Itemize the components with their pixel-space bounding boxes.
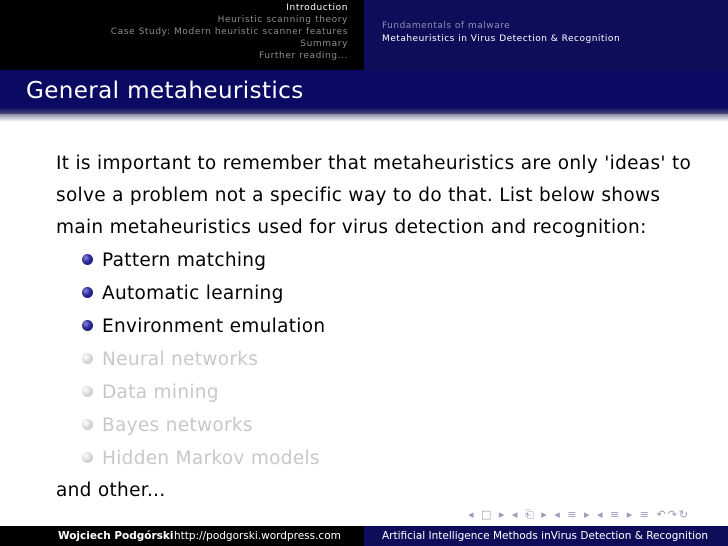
bullet-icon	[82, 320, 93, 331]
section-link-further-reading[interactable]: Further reading...	[259, 51, 348, 61]
beamer-navigation-symbols[interactable]: ◂ □ ▸ ◂ ⎗ ▸ ◂ ≡ ▸ ◂ ≡ ▸ ≡ ↶↷↻	[468, 508, 691, 521]
list-item-hidden-markov-models	[82, 442, 691, 475]
section-link-summary[interactable]: Summary	[300, 39, 348, 49]
bullet-icon	[82, 353, 93, 364]
footer-author: Wojciech Podgórski	[58, 530, 174, 542]
list-item-label: Data mining	[102, 382, 219, 403]
intro-line: solve a problem not a specific way to do that. List below shows	[56, 185, 661, 206]
intro-line: main metaheuristics used for virus detection and recognition:	[56, 217, 647, 238]
list-item-label: Automatic learning	[102, 283, 284, 304]
metaheuristics-list	[82, 244, 691, 475]
intro-line: It is important to remember that metaheuristics are only 'ideas' to	[56, 153, 692, 174]
title-shadow	[0, 114, 728, 122]
list-item-neural-networks	[82, 343, 691, 376]
list-item-bayes-networks	[82, 409, 691, 442]
subsection-navigation	[364, 0, 728, 70]
bullet-icon	[82, 287, 93, 298]
section-link-introduction[interactable]: Introduction	[286, 3, 348, 13]
closing-line: and other...	[56, 480, 166, 501]
list-item-pattern-matching	[82, 244, 691, 277]
headline-bar	[0, 0, 728, 70]
subsection-link-metaheuristics[interactable]: Metaheuristics in Virus Detection & Recognition	[382, 34, 621, 44]
footer-url: http://podgorski.wordpress.com	[174, 530, 341, 542]
list-item-environment-emulation	[82, 310, 691, 343]
footer-title: Artificial Intelligence Methods inVirus Detection & Recognition	[382, 530, 709, 542]
subsection-link-fundamentals-of-malware[interactable]: Fundamentals of malware	[382, 21, 511, 31]
bullet-icon	[82, 386, 93, 397]
bullet-icon	[82, 452, 93, 463]
footer-author-box	[0, 526, 364, 546]
list-item-label: Environment emulation	[102, 316, 326, 337]
section-link-heuristic-scanning-theory[interactable]: Heuristic scanning theory	[217, 15, 348, 25]
frame-title-bar	[0, 70, 728, 114]
frame-title: General metaheuristics	[26, 78, 304, 104]
bullet-icon	[82, 254, 93, 265]
list-item-data-mining	[82, 376, 691, 409]
section-link-case-study[interactable]: Case Study: Modern heuristic scanner features	[110, 27, 348, 37]
footer-title-box	[364, 526, 728, 546]
slide-content	[56, 148, 691, 507]
list-item-label: Hidden Markov models	[102, 448, 320, 469]
list-item-label: Bayes networks	[102, 415, 253, 436]
footline	[0, 526, 728, 546]
list-item-automatic-learning	[82, 277, 691, 310]
section-navigation	[0, 0, 364, 70]
list-item-label: Pattern matching	[102, 250, 267, 271]
list-item-label: Neural networks	[102, 349, 259, 370]
bullet-icon	[82, 419, 93, 430]
